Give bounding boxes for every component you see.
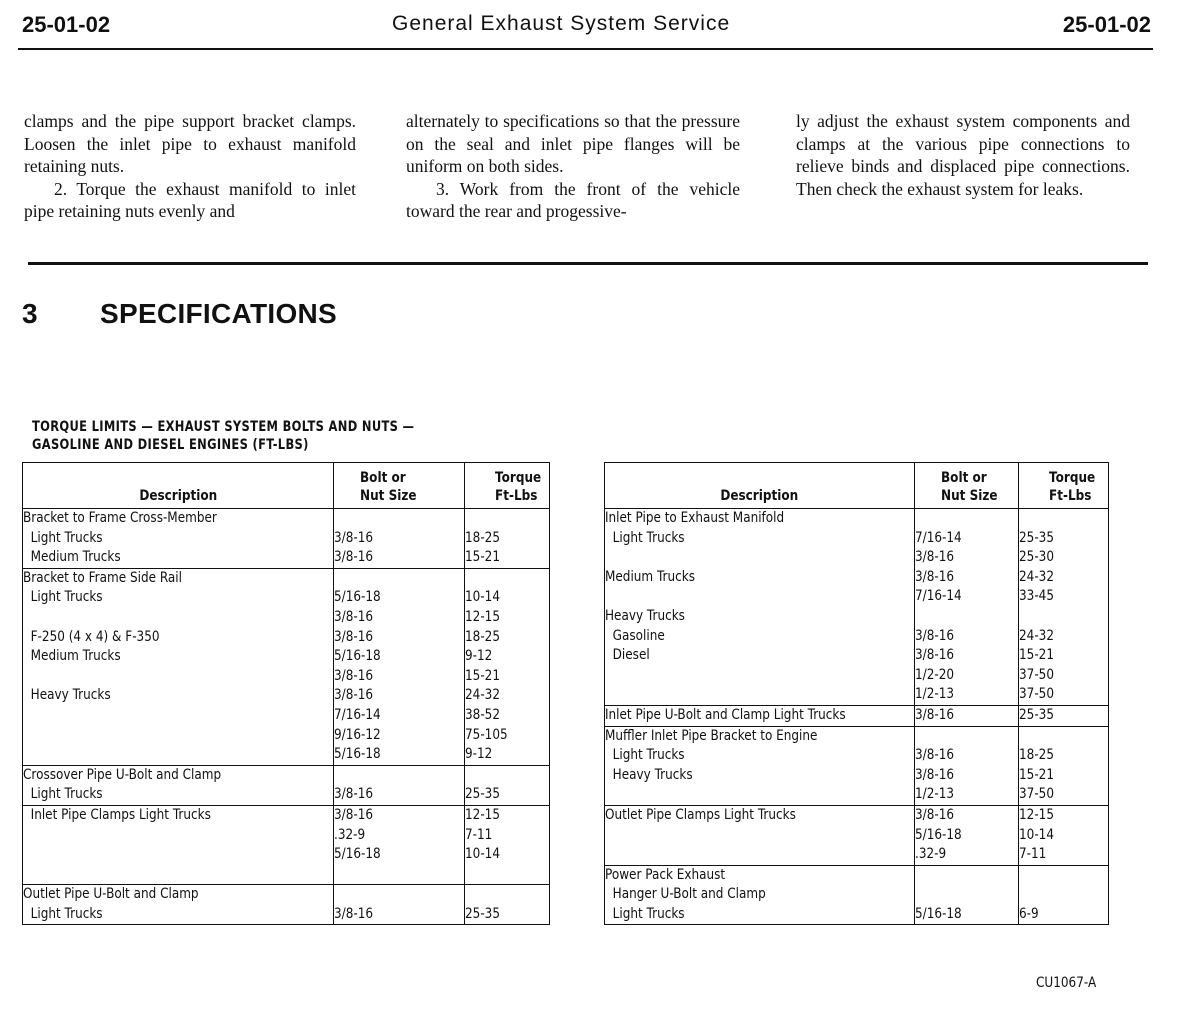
page-number-right: 25-01-02	[1062, 12, 1151, 37]
description-cell	[605, 805, 915, 865]
cell-text: 7/16-14	[915, 588, 962, 605]
cell-text: 25-35	[1019, 706, 1054, 723]
section-divider	[28, 262, 1148, 265]
cell-text: 3/8-16	[334, 529, 374, 546]
bolt-size-cell	[915, 509, 1019, 706]
text-column-1	[24, 110, 356, 223]
table-row	[605, 726, 1109, 805]
paragraph: alternately to specifications so that the pressure on the seal and inlet pipe flanges will be uniform on both sides.	[406, 111, 740, 176]
bolt-size-cell	[334, 509, 465, 569]
cell-text: Inlet Pipe to Exhaust Manifold	[605, 510, 785, 526]
cell-text: Medium Trucks	[23, 648, 121, 665]
cell-text: 15-21	[465, 549, 500, 566]
description-cell	[605, 726, 915, 805]
description-cell	[605, 705, 915, 726]
table-row	[23, 805, 550, 884]
cell-text: 3/8-16	[334, 628, 374, 645]
table-caption-line-2: GASOLINE AND DIESEL ENGINES (FT-LBS)	[32, 437, 309, 453]
bolt-size-cell	[334, 885, 465, 925]
description-cell	[605, 509, 915, 706]
cell-text: Bracket to Frame Side Rail	[23, 569, 183, 586]
cell-text: Medium Trucks	[23, 549, 121, 566]
table-row	[605, 705, 1109, 726]
column-header-description: Description	[23, 463, 334, 509]
column-header-bolt-size: Bolt or Nut Size	[334, 463, 465, 509]
description-cell	[23, 885, 334, 925]
description-cell	[23, 509, 334, 569]
column-header-description: Description	[605, 463, 915, 509]
bolt-size-cell	[915, 865, 1019, 925]
cell-text: Light Trucks	[605, 905, 685, 922]
cell-text: 7/16-14	[915, 529, 962, 546]
cell-text: 1/2-13	[915, 686, 955, 703]
cell-text: 12-15	[465, 608, 500, 625]
cell-text: 25-30	[1019, 549, 1054, 566]
paragraph: ly adjust the exhaust system components and clamps at the various pipe connections to relieve binds and displaced pipe connections. Then check the exhaust system for leaks.	[796, 111, 1130, 199]
cell-text: Light Trucks	[23, 529, 103, 546]
cell-text: 10-14	[1019, 826, 1054, 843]
cell-text: 3/8-16	[915, 706, 955, 723]
paragraph-step-2: 2. Torque the exhaust manifold to inlet pipe retaining nuts evenly and	[24, 178, 356, 221]
table-row	[23, 885, 550, 925]
cell-text: 3/8-16	[334, 786, 374, 803]
cell-text: 3/8-16	[334, 806, 374, 823]
cell-text: Gasoline	[605, 627, 665, 644]
cell-text: 37-50	[1019, 666, 1054, 683]
cell-text: 12-15	[465, 806, 500, 823]
cell-text: 5/16-18	[334, 746, 381, 763]
cell-text: F-250 (4 x 4) & F-350	[23, 628, 160, 645]
cell-text: 1/2-20	[915, 666, 955, 683]
table-caption-line-1: TORQUE LIMITS — EXHAUST SYSTEM BOLTS AND NUTS —	[32, 419, 415, 435]
cell-text: 1/2-13	[915, 786, 955, 803]
cell-text: 3/8-16	[915, 806, 955, 823]
cell-text: 3/8-16	[334, 667, 374, 684]
cell-text: 24-32	[1019, 627, 1054, 644]
page-header-title: General Exhaust System Service	[392, 12, 731, 35]
cell-text: 18-25	[1019, 747, 1054, 764]
text-column-2	[406, 110, 740, 223]
cell-text: Light Trucks	[605, 747, 685, 764]
cell-text: Power Pack Exhaust	[605, 866, 726, 883]
cell-text: 7/16-14	[334, 706, 381, 723]
table-row	[23, 765, 550, 805]
description-cell	[23, 765, 334, 805]
cell-text: 5/16-18	[915, 905, 962, 922]
table-row	[605, 865, 1109, 925]
torque-table-left	[22, 462, 550, 925]
cell-text: 5/16-18	[334, 648, 381, 665]
column-header-bolt-size: Bolt or Nut Size	[915, 463, 1019, 509]
description-cell	[605, 865, 915, 925]
cell-text: 3/8-16	[334, 608, 374, 625]
cell-text: Crossover Pipe U-Bolt and Clamp	[23, 766, 222, 783]
cell-text: 3/8-16	[915, 568, 955, 585]
cell-text: 33-45	[1019, 588, 1054, 605]
cell-text: Inlet Pipe Clamps Light Trucks	[23, 806, 211, 823]
torque-cell	[465, 568, 550, 765]
figure-code: CU1067-A	[1036, 975, 1097, 991]
cell-text: Muffler Inlet Pipe Bracket to Engine	[605, 727, 818, 744]
cell-text: 15-21	[1019, 647, 1054, 664]
torque-cell	[1019, 705, 1109, 726]
description-cell	[23, 568, 334, 765]
text-column-3	[796, 110, 1130, 200]
table-row	[605, 509, 1109, 706]
cell-text: 6-9	[1019, 905, 1039, 922]
cell-text: 3/8-16	[915, 647, 955, 664]
torque-cell	[1019, 726, 1109, 805]
bolt-size-cell	[915, 805, 1019, 865]
table-row	[605, 805, 1109, 865]
cell-text: 25-35	[465, 905, 500, 922]
cell-text: 3/8-16	[915, 549, 955, 566]
cell-text: Outlet Pipe Clamps Light Trucks	[605, 806, 796, 823]
cell-text: 3/8-16	[915, 766, 955, 783]
cell-text: .32-9	[915, 846, 947, 863]
cell-text: 24-32	[465, 687, 500, 704]
page-number-left: 25-01-02	[22, 12, 111, 37]
bolt-size-cell	[334, 568, 465, 765]
cell-text: Diesel	[605, 647, 650, 664]
torque-cell	[1019, 805, 1109, 865]
paragraph: clamps and the pipe support bracket clamps. Loosen the inlet pipe to exhaust manifold retaining nuts.	[24, 111, 356, 176]
bolt-size-cell	[915, 726, 1019, 805]
bolt-size-cell	[915, 705, 1019, 726]
cell-text: 12-15	[1019, 806, 1054, 823]
cell-text: 15-21	[465, 667, 500, 684]
description-cell	[23, 805, 334, 884]
cell-text: 3/8-16	[915, 747, 955, 764]
torque-cell	[465, 509, 550, 569]
torque-cell	[465, 885, 550, 925]
cell-text: 5/16-18	[334, 846, 381, 863]
cell-text: 9/16-12	[334, 726, 381, 743]
column-header-torque: Torque Ft-Lbs	[1019, 463, 1109, 509]
cell-text: 25-35	[1019, 529, 1054, 546]
torque-table-right	[604, 462, 1109, 925]
bolt-size-cell	[334, 805, 465, 884]
cell-text: 15-21	[1019, 766, 1054, 783]
cell-text: 38-52	[465, 706, 500, 723]
table-row	[23, 509, 550, 569]
cell-text: Light Trucks	[23, 589, 103, 606]
cell-text: 3/8-16	[334, 905, 374, 922]
cell-text: Inlet Pipe U-Bolt and Clamp Light Trucks	[605, 706, 846, 723]
cell-text: 9-12	[465, 648, 493, 665]
section-number: 3	[22, 298, 38, 329]
cell-text: Light Trucks	[23, 905, 103, 922]
cell-text: Hanger U-Bolt and Clamp	[605, 886, 766, 903]
header-rule	[18, 48, 1153, 50]
table-row	[23, 568, 550, 765]
cell-text: Light Trucks	[23, 786, 103, 803]
torque-cell	[1019, 509, 1109, 706]
cell-text: 7-11	[1019, 846, 1047, 863]
cell-text: Heavy Trucks	[23, 687, 111, 704]
cell-text: 7-11	[465, 826, 493, 843]
cell-text: 3/8-16	[334, 687, 374, 704]
cell-text: 24-32	[1019, 568, 1054, 585]
cell-text: 9-12	[465, 746, 493, 763]
cell-text: Light Trucks	[605, 529, 685, 546]
cell-text: Heavy Trucks	[605, 766, 693, 783]
cell-text: 25-35	[465, 786, 500, 803]
cell-text: 3/8-16	[334, 549, 374, 566]
cell-text: 37-50	[1019, 786, 1054, 803]
cell-text: Medium Trucks	[605, 568, 696, 585]
cell-text: Bracket to Frame Cross-Member	[23, 510, 217, 526]
cell-text: Heavy Trucks	[605, 607, 685, 624]
cell-text: 18-25	[465, 529, 500, 546]
torque-cell	[465, 805, 550, 884]
cell-text: 10-14	[465, 846, 500, 863]
table-caption	[32, 418, 414, 454]
cell-text: 10-14	[465, 589, 500, 606]
cell-text: 75-105	[465, 726, 508, 743]
section-title: SPECIFICATIONS	[100, 298, 338, 329]
paragraph-step-3: 3. Work from the front of the vehicle toward the rear and progessive-	[406, 178, 740, 221]
torque-cell	[465, 765, 550, 805]
cell-text: Outlet Pipe U-Bolt and Clamp	[23, 886, 199, 903]
cell-text: 3/8-16	[915, 627, 955, 644]
column-header-torque: Torque Ft-Lbs	[465, 463, 550, 509]
cell-text: 18-25	[465, 628, 500, 645]
cell-text: 37-50	[1019, 686, 1054, 703]
torque-cell	[1019, 865, 1109, 925]
bolt-size-cell	[334, 765, 465, 805]
cell-text: 5/16-18	[915, 826, 962, 843]
cell-text: 5/16-18	[334, 589, 381, 606]
cell-text: .32-9	[334, 826, 366, 843]
